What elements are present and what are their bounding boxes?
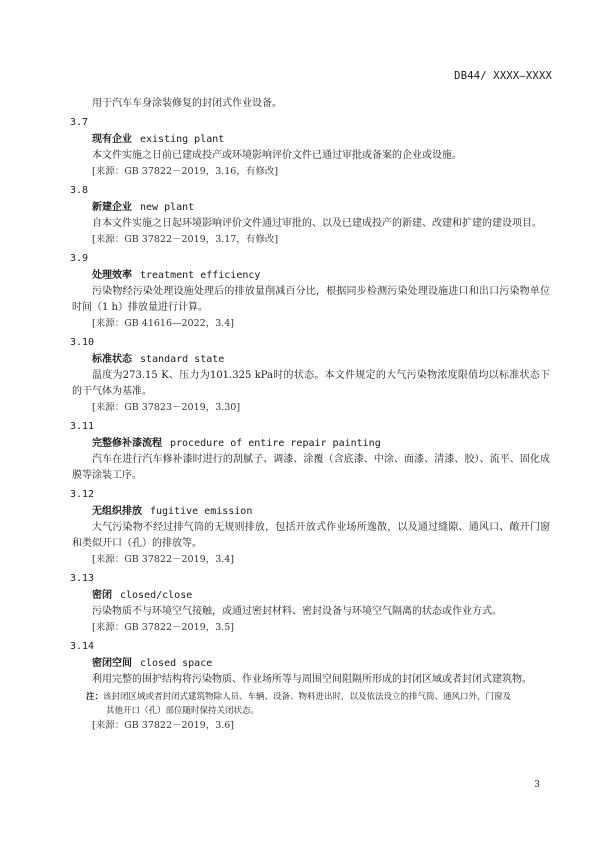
term-en: fugitive emission <box>150 506 253 517</box>
clause-number: 3.12 <box>70 489 95 500</box>
term-heading <box>92 656 550 672</box>
term-zh: 密闭 <box>92 590 112 601</box>
term-zh: 处理效率 <box>92 270 132 281</box>
clause-number: 3.13 <box>70 573 95 584</box>
term-en: treatment efficiency <box>140 270 261 281</box>
document-code: DB44/ XXXX—XXXX <box>454 70 552 82</box>
term-heading <box>92 352 550 368</box>
note-line-2: 其他开口（孔）部位随时保持关闭状态。 <box>106 706 260 716</box>
term-zh: 标准状态 <box>92 354 132 365</box>
term-definition: 利用完整的围护结构将污染物质、作业场所等与周围空间阻隔所形成的封闭区域或者封闭式建筑物。 <box>92 674 532 685</box>
term-en: procedure of entire repair painting <box>170 438 381 449</box>
term-source: [来源：GB 41616—2022，3.4] <box>92 318 235 329</box>
term-definition: 温度为273.15 K、压力为101.325 kPa时的状态。本文件规定的大气污染物浓度限值均以标准状态下的干气体为基准。 <box>72 370 550 397</box>
term-definition: 汽车在进行汽车修补漆时进行的刮腻子、调漆、涂覆（含底漆、中涂、面漆、清漆、胶）、流平、固化成膜等涂装工序。 <box>72 454 550 481</box>
term-source: [来源：GB 37822－2019，3.17，有修改] <box>92 234 279 245</box>
term-heading <box>92 504 550 520</box>
term-zh: 新建企业 <box>92 202 132 213</box>
term-definition: 本文件实施之日前已建成投产或环境影响评价文件已通过审批或备案的企业或设施。 <box>92 150 462 161</box>
term-en: standard state <box>140 354 225 365</box>
clause-number: 3.10 <box>70 337 95 348</box>
term-en: closed space <box>140 658 213 669</box>
term-source: [来源：GB 37822－2019，3.16，有修改] <box>92 166 279 177</box>
note <box>86 690 550 718</box>
term-heading <box>92 268 550 284</box>
term-en: existing plant <box>140 134 225 145</box>
term-zh: 完整修补漆流程 <box>92 438 162 449</box>
term-heading <box>92 588 550 604</box>
term-zh: 密闭空间 <box>92 658 132 669</box>
term-source: [来源：GB 37822－2019，3.4] <box>92 554 235 565</box>
term-definition: 污染物经污染处理设施处理后的排放量削减百分比，根据同步检测污染处理设施进口和出口污染物单位时间（1 h）排放量进行计算。 <box>72 286 550 313</box>
note-line-1: 该封闭区域或者封闭式建筑物除人员、车辆、设备、物料进出时，以及依法设立的排气筒、通风口外，门窗及 <box>103 692 512 702</box>
term-source: [来源：GB 37823－2019，3.30] <box>92 402 241 413</box>
term-heading <box>92 200 550 216</box>
term-en: closed/close <box>120 590 193 601</box>
intro-line: 用于汽车车身涂装修复的封闭式作业设备。 <box>92 98 282 109</box>
term-zh: 无组织排放 <box>92 506 142 517</box>
term-source: [来源：GB 37822－2019，3.5] <box>92 622 235 633</box>
clause-number: 3.8 <box>70 185 89 196</box>
clause-number: 3.14 <box>70 641 95 652</box>
term-en: new plant <box>140 202 195 213</box>
term-zh: 现有企业 <box>92 134 132 145</box>
clause-number: 3.7 <box>70 117 89 128</box>
term-definition: 污染物质不与环境空气接触，或通过密封材料、密封设备与环境空气隔离的状态或作业方式。 <box>92 606 502 617</box>
term-source: [来源：GB 37822－2019，3.6] <box>92 720 235 731</box>
term-definition: 大气污染物不经过排气筒的无规则排放，包括开放式作业场所逸散，以及通过缝隙、通风口、敞开门窗和类似开口（孔）的排放等。 <box>72 522 550 549</box>
note-label: 注： <box>86 692 104 702</box>
document-body <box>72 96 550 734</box>
term-heading <box>92 132 550 148</box>
term-heading <box>92 436 550 452</box>
clause-number: 3.9 <box>70 253 89 264</box>
term-definition: 自本文件实施之日起环境影响评价文件通过审批的、以及已建成投产的新建、改建和扩建的建设项目。 <box>92 218 542 229</box>
clause-number: 3.11 <box>70 421 95 432</box>
page-number: 3 <box>534 780 540 790</box>
